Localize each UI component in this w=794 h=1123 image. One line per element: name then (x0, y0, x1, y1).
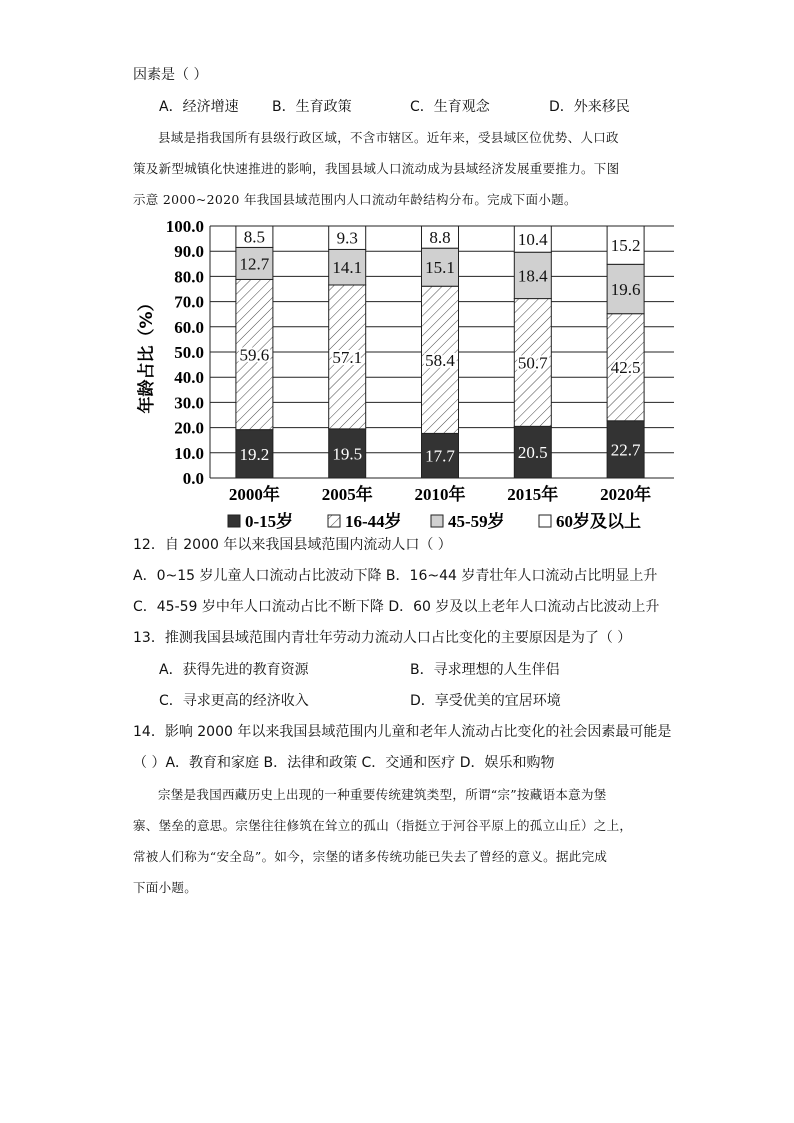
y-tick-label: 60.0 (174, 317, 204, 337)
passage2-line4: 下面小题。 (133, 880, 198, 895)
passage2-line2: 寨、堡垒的意思。宗堡往往修筑在耸立的孤山（指挺立于河谷平原上的孤立山丘）之上， (133, 818, 633, 833)
q13-option-d: D．享受优美的宜居环境 (410, 693, 561, 709)
legend-label: 60岁及以上 (556, 512, 641, 530)
bar-data-label: 42.5 (610, 358, 641, 378)
stacked-bar-chart (128, 214, 688, 530)
y-tick-label: 30.0 (174, 393, 204, 413)
bar-data-label: 10.4 (517, 230, 548, 250)
bar-data-label: 59.6 (239, 345, 270, 365)
bar-data-label: 14.1 (332, 258, 363, 278)
passage1-line1: 县域是指我国所有县级行政区域，不含市辖区。近年来，受县域区位优势、人口政 (158, 130, 619, 145)
legend-swatch (228, 515, 240, 527)
bar-data-label: 18.4 (517, 266, 548, 286)
y-tick-label: 80.0 (174, 267, 204, 287)
legend-label: 0-15岁 (245, 512, 294, 530)
prev-option-a: A．经济增速 (159, 99, 239, 115)
y-tick-label: 0.0 (182, 469, 204, 488)
y-tick-label: 40.0 (174, 368, 204, 388)
prev-question-tail: 因素是（ ） (133, 67, 208, 83)
legend-label: 16-44岁 (345, 512, 402, 530)
x-tick-label: 2010年 (414, 485, 466, 504)
x-tick-label: 2005年 (321, 485, 373, 504)
bar-data-label: 9.3 (336, 228, 358, 248)
q12-options-cd: C．45-59 岁中年人口流动占比不断下降 D．60 岁及以上老年人口流动占比波动上升 (133, 599, 660, 615)
bar-data-label: 15.1 (425, 258, 455, 278)
q12-options-ab: A．0~15 岁儿童人口流动占比波动下降 B．16~44 岁青壮年人口流动占比明显上升 (133, 568, 658, 584)
x-tick-label: 2020年 (600, 485, 652, 504)
prev-option-b: B．生育政策 (272, 99, 352, 115)
q13-option-b: B．寻求理想的人生伴侣 (410, 662, 560, 678)
y-tick-label: 70.0 (174, 292, 204, 312)
y-tick-label: 100.0 (165, 217, 204, 236)
bar-data-label: 15.2 (610, 236, 641, 256)
bar-data-label: 19.6 (610, 280, 641, 299)
bar-data-label: 12.7 (239, 254, 270, 274)
y-tick-label: 10.0 (174, 443, 204, 463)
prev-option-d: D．外来移民 (549, 99, 630, 115)
bar-data-label: 58.4 (425, 350, 455, 370)
passage1-line3: 示意 2000~2020 年我国县域范围内人口流动年龄结构分布。完成下面小题。 (133, 192, 577, 207)
y-tick-label: 50.0 (174, 343, 204, 362)
legend-label: 45-59岁 (448, 512, 505, 530)
passage2-line1: 宗堡是我国西藏历史上出现的一种重要传统建筑类型，所谓“宗”按藏语本意为堡 (158, 787, 607, 802)
x-tick-label: 2015年 (507, 485, 559, 504)
q13-option-a: A．获得先进的教育资源 (159, 662, 309, 678)
bar-data-label: 57.1 (332, 347, 363, 367)
legend-swatch (431, 515, 443, 527)
q12-stem: 12．自 2000 年以来我国县域范围内流动人口（ ） (133, 537, 452, 553)
passage2-line3: 常被人们称为“安全岛”。如今，宗堡的诸多传统功能已失去了曾经的意义。据此完成 (133, 849, 608, 864)
q14-options: （ ）A．教育和家庭 B．法律和政策 C．交通和医疗 D．娱乐和购物 (133, 755, 555, 771)
y-tick-label: 90.0 (174, 242, 204, 262)
q14-stem: 14．影响 2000 年以来我国县域范围内儿童和老年人流动占比变化的社会因素最可能是 (133, 724, 672, 740)
q13-option-c: C．寻求更高的经济收入 (159, 693, 309, 709)
y-axis-label: 年龄占比（%） (137, 294, 157, 414)
legend-swatch (539, 515, 551, 527)
bar-data-label: 8.5 (243, 227, 266, 247)
legend-swatch (328, 515, 340, 527)
bar-data-label: 19.5 (332, 444, 363, 464)
bar-data-label: 17.7 (425, 446, 455, 466)
bar-data-label: 20.5 (517, 443, 548, 463)
prev-option-c: C．生育观念 (410, 99, 490, 115)
bar-data-label: 22.7 (610, 440, 641, 460)
x-tick-label: 2000年 (228, 485, 280, 504)
bar-data-label: 19.2 (239, 444, 270, 464)
bar-data-label: 8.8 (429, 228, 451, 248)
y-tick-label: 20.0 (174, 418, 204, 438)
passage1-line2: 策及新型城镇化快速推进的影响，我国县域人口流动成为县域经济发展重要推力。下图 (133, 161, 620, 176)
q13-stem: 13．推测我国县域范围内青壮年劳动力流动人口占比变化的主要原因是为了（ ） (133, 630, 632, 646)
bar-data-label: 50.7 (517, 353, 548, 373)
